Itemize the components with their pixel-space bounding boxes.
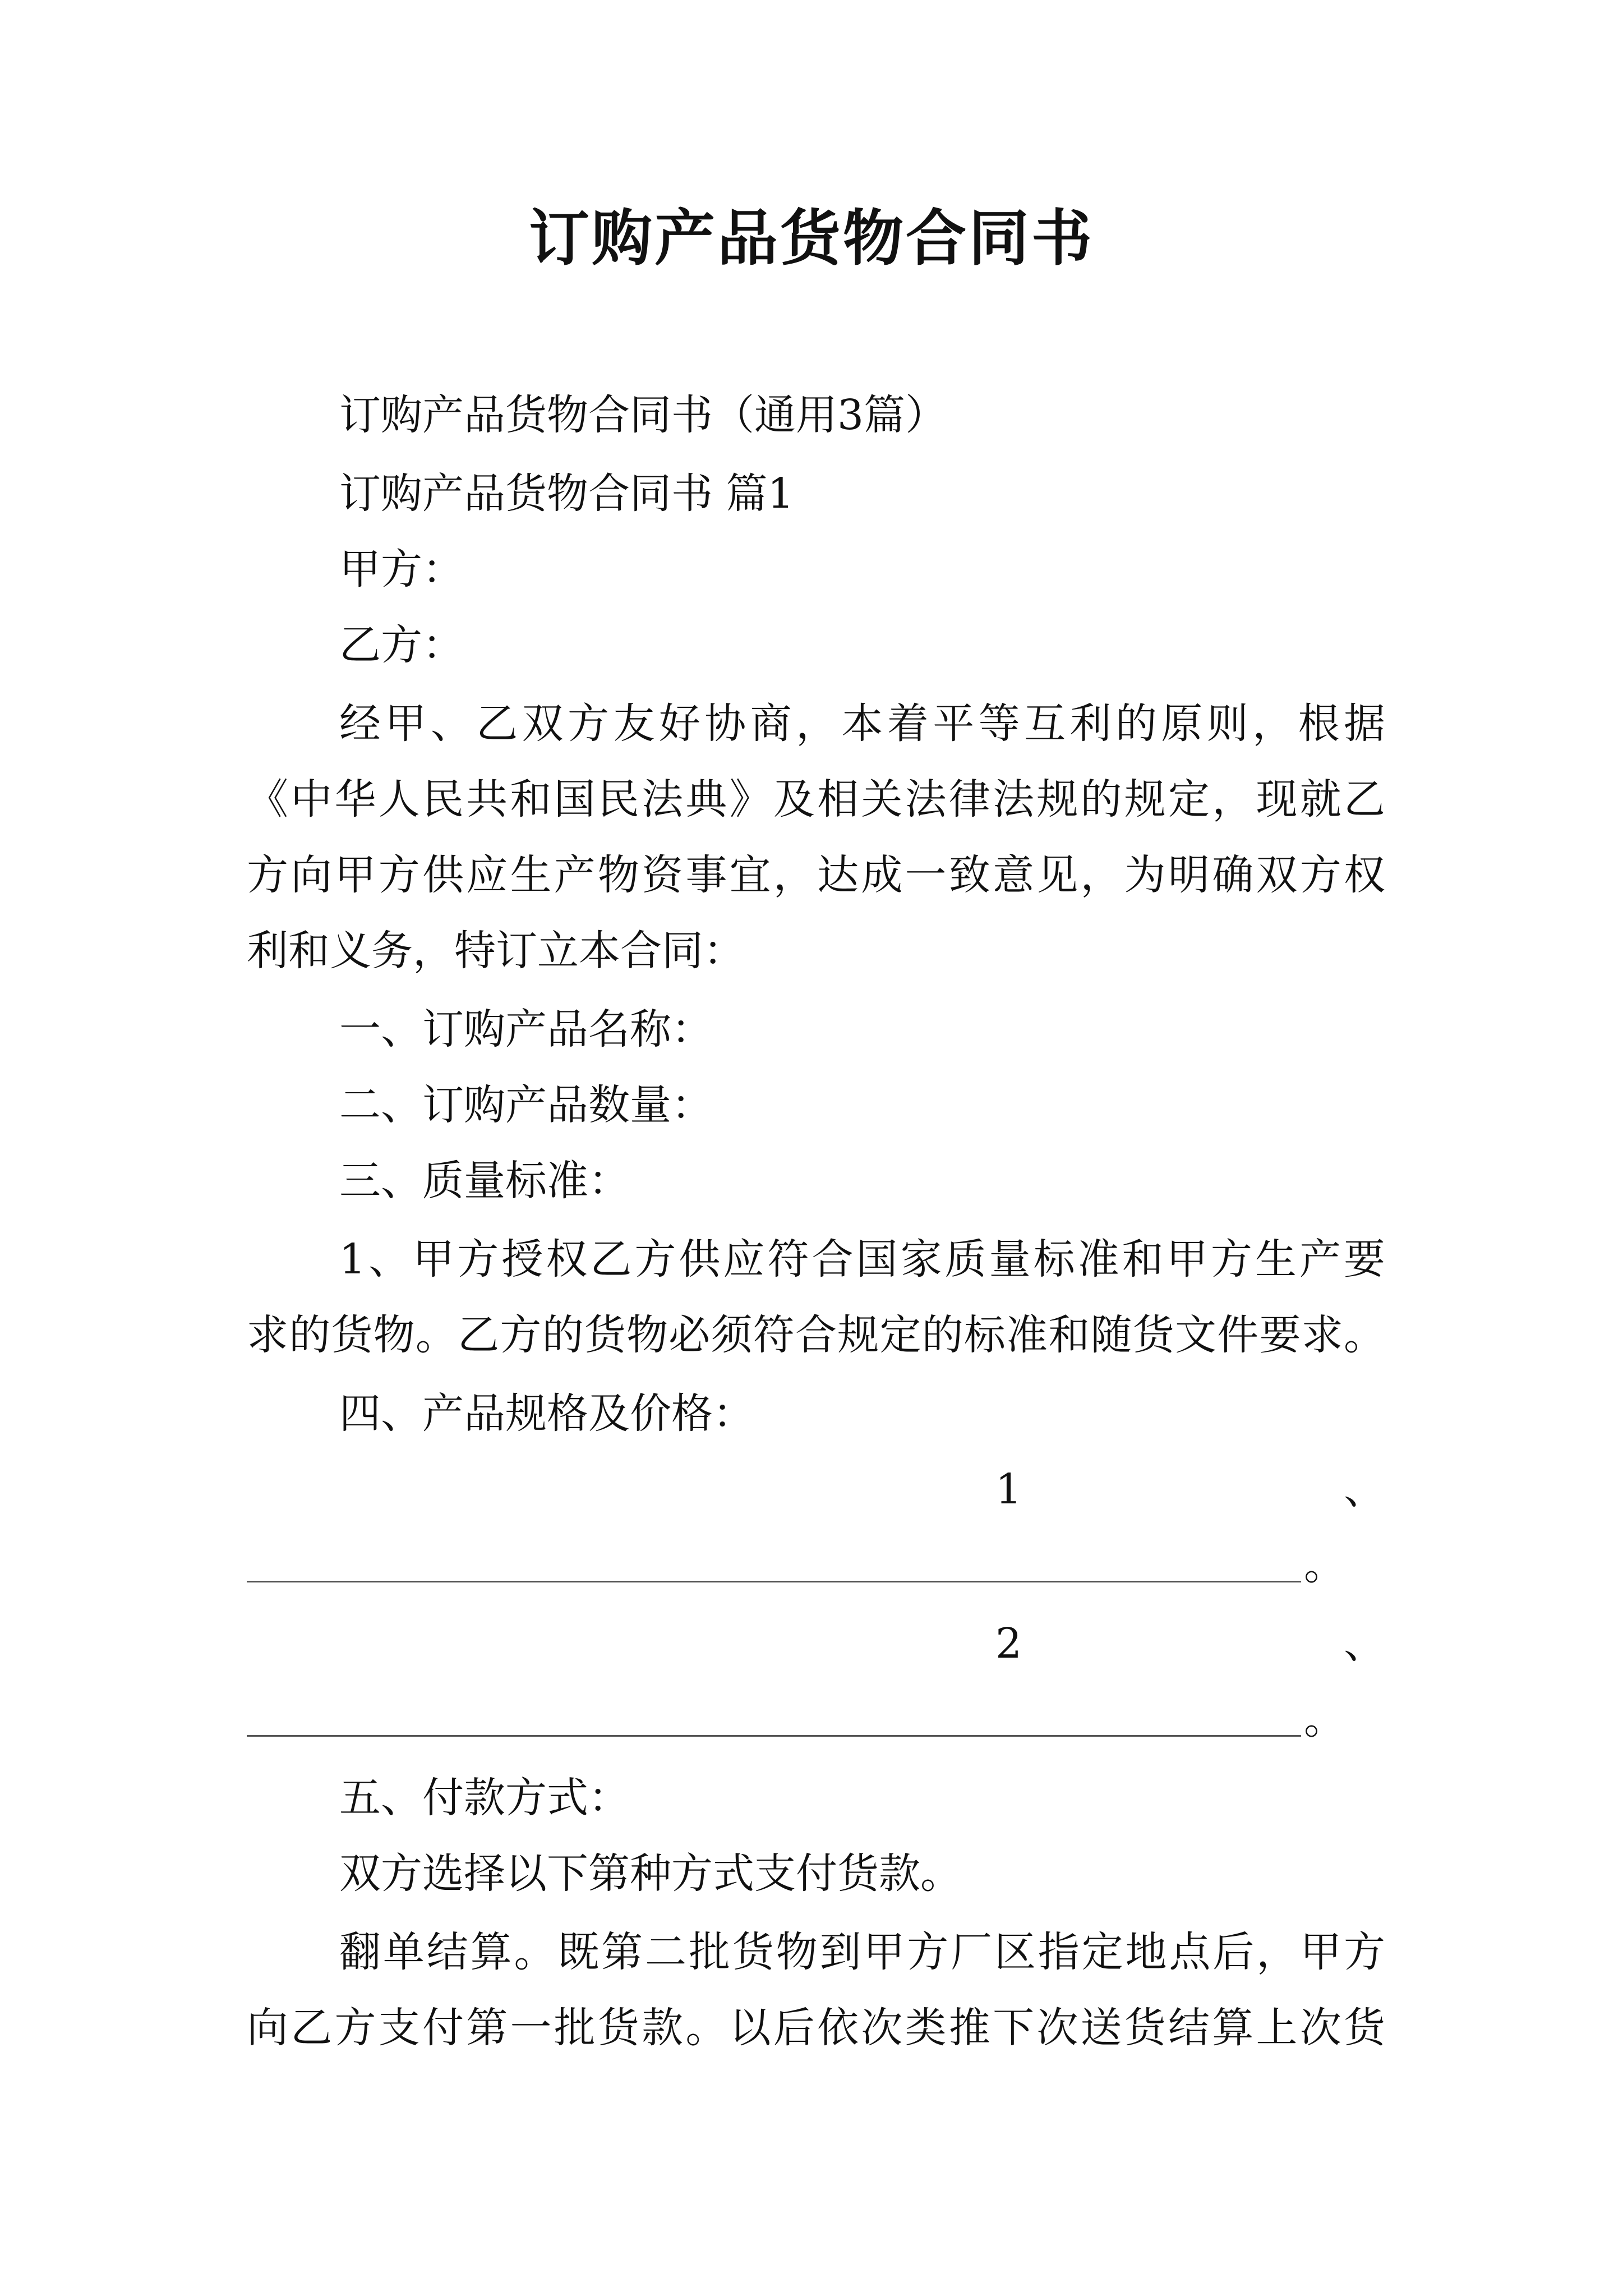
- clause-heading: 一、订购产品名称：: [339, 1005, 713, 1053]
- paragraph-line: 向乙方支付第一批货款。以后依次类推下次送货结算上次货: [247, 2004, 1385, 2052]
- fill-in-underline: [247, 1735, 1301, 1737]
- paragraph-line: 方向甲方供应生产物资事宜，达成一致意见，为明确双方权: [247, 851, 1385, 899]
- spec-item-end: 。: [1304, 1541, 1345, 1589]
- party-b-label: 乙方：: [339, 621, 464, 669]
- clause-heading: 二、订购产品数量：: [339, 1081, 713, 1129]
- spec-item-number: 2: [995, 1619, 1022, 1668]
- clause-heading: 五、付款方式：: [339, 1774, 630, 1822]
- spec-item-mark: 、: [1344, 1465, 1385, 1513]
- paragraph-line: 《中华人民共和国民法典》及相关法律法规的规定，现就乙: [247, 775, 1385, 823]
- document-title: 订购产品货物合同书: [528, 203, 1094, 274]
- paragraph-line: 求的货物。乙方的货物必须符合规定的标准和随货文件要求。: [247, 1311, 1385, 1359]
- clause-heading: 三、质量标准：: [339, 1157, 630, 1205]
- paragraph-line: 利和义务，特订立本合同：: [247, 927, 745, 975]
- subtitle-line: 订购产品货物合同书（通用3篇）: [339, 391, 947, 439]
- spec-item-blank: [247, 1691, 1385, 1747]
- spec-item-end: 。: [1304, 1695, 1345, 1743]
- spec-item-blank: [247, 1537, 1385, 1593]
- party-a-label: 甲方：: [339, 545, 464, 593]
- paragraph-line: 翻单结算。既第二批货物到甲方厂区指定地点后，甲方: [339, 1928, 1385, 1976]
- clause-heading: 四、产品规格及价格：: [339, 1389, 754, 1438]
- section-heading: 订购产品货物合同书 篇1: [339, 470, 794, 518]
- paragraph-line: 经甲、乙双方友好协商，本着平等互利的原则，根据: [339, 700, 1385, 748]
- spec-item-number: 1: [995, 1465, 1022, 1513]
- spec-item-mark: 、: [1344, 1619, 1385, 1668]
- fill-in-underline: [247, 1581, 1301, 1582]
- paragraph-line: 双方选择以下第种方式支付货款。: [339, 1849, 962, 1898]
- paragraph-line: 1、甲方授权乙方供应符合国家质量标准和甲方生产要: [339, 1235, 1385, 1283]
